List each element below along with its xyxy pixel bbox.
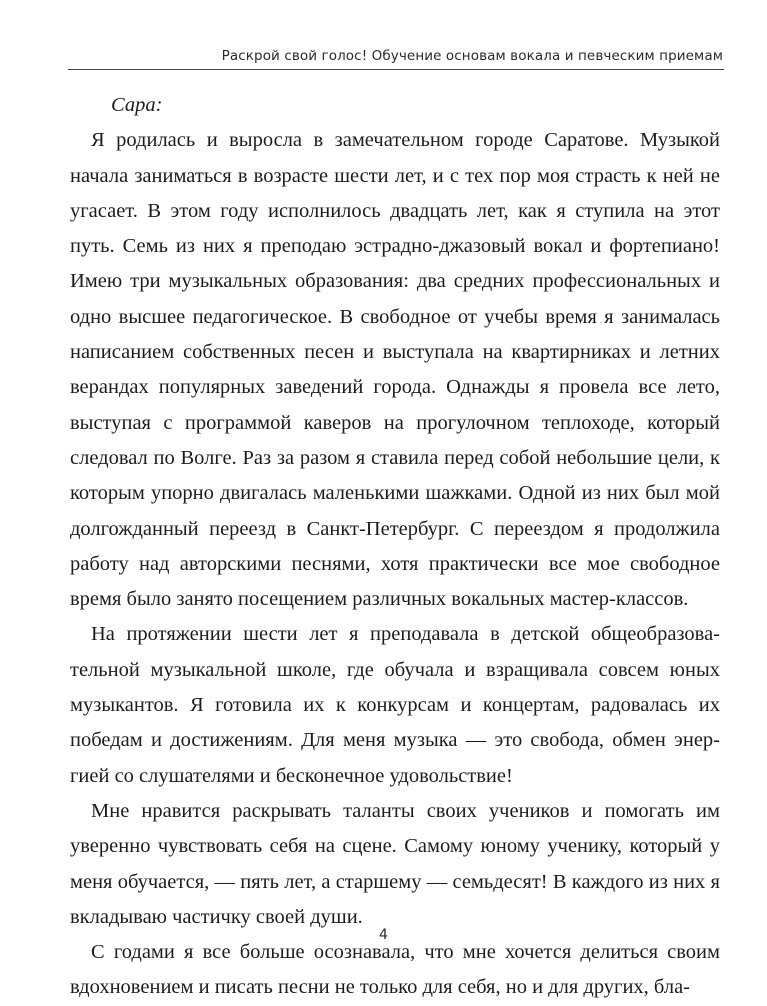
page-body <box>70 88 720 1006</box>
author-name: Сара: <box>111 94 163 116</box>
header-divider <box>68 69 724 70</box>
paragraph-3: Мне нравится раскрывать таланты своих учеников и помогать им уверенно чувствовать себя на сцене. Самому юному ученику, который у меня обучается, — пять лет, а старшему — семьдесят! В каждого из них я вкладываю частичку своей души. <box>70 799 720 928</box>
paragraph-4: С годами я все больше осознавала, что мне хочется делиться своим вдохновением и писать песни не только для себя, но и для других, бла- <box>70 941 720 999</box>
page-number: 4 <box>379 927 388 943</box>
paragraph-2: На протяжении шести лет я преподавала в детской общеобразовательной музыкальной школе, где обучала и взращивала совсем юных музыкантов. Я готовила их к конкурсам и концертам, радовалась их победам и достижениям. Для меня музыка — это свобода, обмен энергией со слушателями и бесконечное удовольствие! <box>70 623 720 787</box>
paragraph-1: Я родилась и выросла в замечательном городе Саратове. Музыкой начала заниматься в возрасте шести лет, и с тех пор моя страсть к ней не угасает. В этом году исполнилось двадцать лет, как я ступила на этот путь. Семь из них я преподаю эстрадно-джазовый вокал и фортепиано! Имею три музыкальных образования: два средних профессиональных и одно высшее педагогическое. В свободное от учебы время я занималась написанием собственных песен и выступала на квартирниках и летних верандах популярных заведений города. Однажды я провела все лето, выступая с программой каверов на прогулочном теплоходе, который следовал по Волге. Раз за разом я ставила перед собой небольшие цели, к которым упорно двигалась маленькими шажками. Одной из них был мой долгожданный переезд в Санкт-Петербург. С переездом я продолжила работу над авторскими песнями, хотя практически все мое свободное время было занято посещением различных вокальных мастер-классов. <box>70 129 720 611</box>
running-header: Раскрой свой голос! Обучение основам вокала и певческим приемам <box>221 48 723 64</box>
